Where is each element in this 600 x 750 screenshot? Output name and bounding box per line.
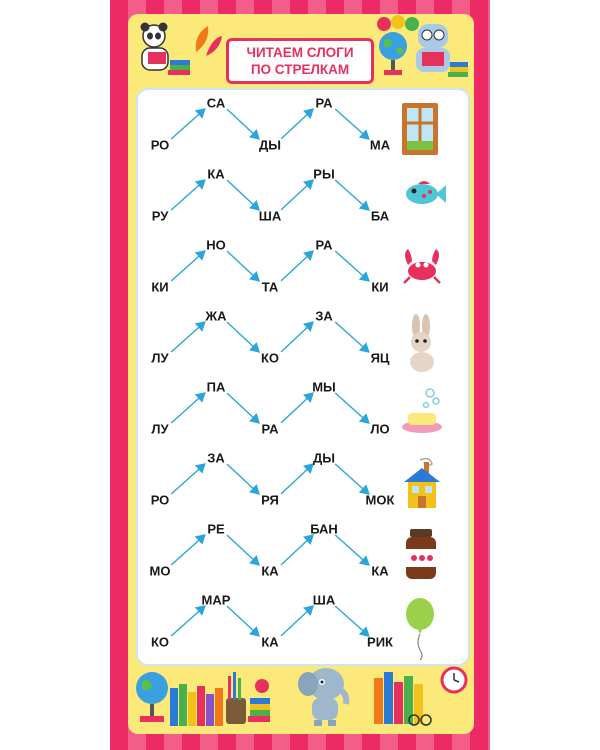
arrow	[227, 322, 259, 352]
syllable-2: ПА	[206, 379, 226, 395]
syllable-3: ТА	[261, 279, 279, 295]
arrow	[171, 606, 205, 636]
syllable-5: МА	[369, 137, 391, 153]
arrow	[171, 180, 205, 210]
syllable-3: КА	[261, 563, 279, 579]
syllable-1: ЛУ	[151, 421, 169, 437]
pencils-icon	[222, 668, 272, 728]
fish-icon	[400, 172, 446, 234]
arrow	[281, 322, 313, 352]
arrow	[335, 109, 369, 139]
syllable-5: БА	[370, 208, 390, 224]
arrow	[171, 322, 205, 352]
syllable-2: КА	[207, 166, 225, 182]
books-stack-icon	[168, 678, 228, 728]
arrow	[335, 251, 369, 281]
arrow	[281, 464, 313, 494]
arrow	[227, 251, 259, 281]
arrow	[281, 180, 313, 210]
arrow	[281, 606, 313, 636]
arrow	[171, 393, 205, 423]
syllable-5: РИК	[367, 634, 393, 650]
syllable-3: КА	[261, 634, 279, 650]
jar-icon	[400, 527, 446, 589]
syllable-4: РЫ	[313, 166, 335, 182]
arrow	[281, 535, 313, 565]
syllable-2: ЗА	[207, 450, 225, 466]
syllable-3: РА	[261, 421, 279, 437]
syllable-4: МЫ	[312, 379, 336, 395]
syllable-3: ША	[258, 208, 282, 224]
arrow	[281, 251, 313, 281]
arrow	[335, 393, 369, 423]
syllable-2: НО	[206, 237, 226, 253]
arrow	[227, 109, 259, 139]
arrow	[335, 180, 369, 210]
arrow	[171, 535, 205, 565]
arrow	[227, 535, 259, 565]
arrow	[227, 606, 259, 636]
syllable-2: МАР	[201, 592, 231, 608]
syllable-2: СА	[206, 95, 226, 111]
syllable-2: РЕ	[207, 521, 225, 537]
syllable-2: ЖА	[205, 308, 227, 324]
syllable-3: КО	[260, 350, 280, 366]
arrow	[281, 109, 313, 139]
window-icon	[400, 101, 446, 163]
syllable-1: ЛУ	[151, 350, 169, 366]
clock-icon	[440, 666, 468, 694]
arrow	[227, 393, 259, 423]
title-line-2: ПО СТРЕЛКАМ	[250, 62, 350, 77]
syllable-4: ША	[312, 592, 336, 608]
bottom-globe-icon	[132, 668, 172, 728]
syllable-4: РА	[315, 95, 333, 111]
syllable-5: КА	[371, 563, 389, 579]
syllable-3: ДЫ	[259, 137, 281, 153]
arrow	[227, 180, 259, 210]
bunny-icon	[400, 314, 446, 376]
syllable-5: МОК	[365, 492, 395, 508]
syllable-1: КО	[150, 634, 170, 650]
syllable-4: БАН	[310, 521, 338, 537]
syllable-1: РО	[150, 137, 170, 153]
arrow	[171, 251, 205, 281]
syllable-1: РУ	[151, 208, 169, 224]
house-icon	[400, 456, 446, 518]
balloon-icon	[400, 598, 446, 660]
crab-icon	[400, 243, 446, 305]
syllable-5: ЯЦ	[370, 350, 390, 366]
syllable-1: РО	[150, 492, 170, 508]
syllable-4: РА	[315, 237, 333, 253]
arrow	[281, 393, 313, 423]
arrow	[335, 606, 369, 636]
elephant-icon	[296, 662, 360, 728]
syllable-4: ЗА	[315, 308, 333, 324]
arrow	[227, 464, 259, 494]
title-line-1: ЧИТАЕМ СЛОГИ	[246, 45, 354, 60]
arrow	[335, 322, 369, 352]
syllable-1: МО	[149, 563, 171, 579]
syllable-1: КИ	[151, 279, 169, 295]
syllable-3: РЯ	[261, 492, 279, 508]
syllable-5: ЛО	[370, 421, 390, 437]
arrow	[171, 464, 205, 494]
arrow	[335, 464, 369, 494]
arrow	[335, 535, 369, 565]
arrow	[171, 109, 205, 139]
syllable-4: ДЫ	[313, 450, 335, 466]
soap-icon	[400, 385, 446, 447]
shelf-books-icon	[370, 668, 440, 728]
syllable-5: КИ	[371, 279, 389, 295]
